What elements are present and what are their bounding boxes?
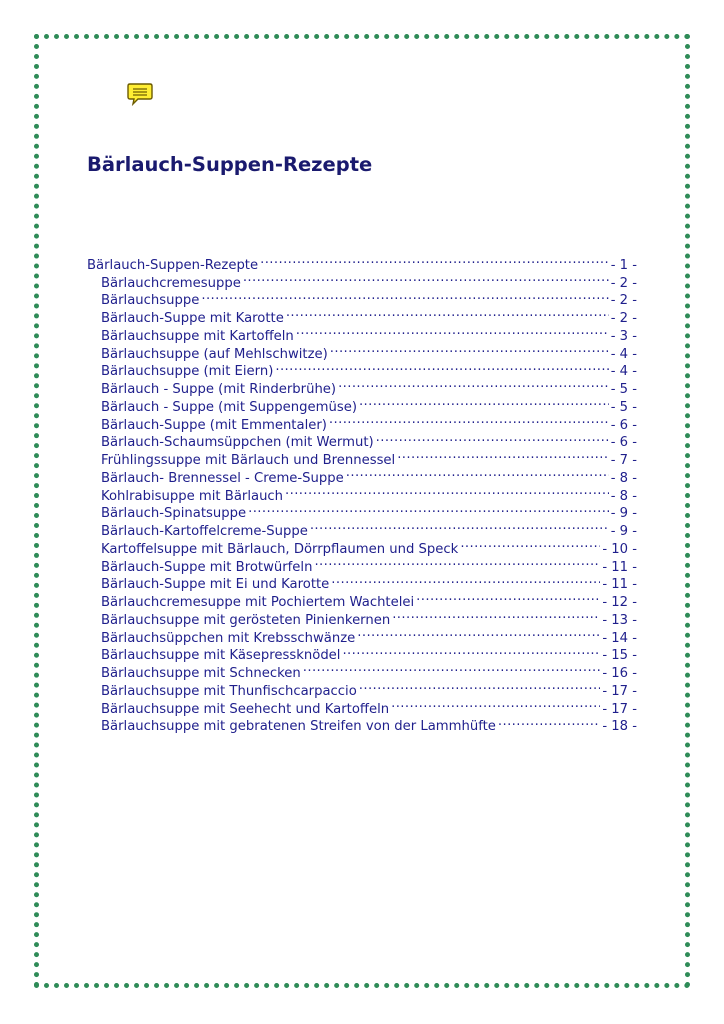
toc-entry-page: - 13 -: [602, 612, 637, 628]
toc-entry-label: Bärlauchsuppe (auf Mehlschwitze): [101, 346, 328, 362]
toc-entry-label: Bärlauch-Kartoffelcreme-Suppe: [101, 524, 308, 539]
toc-entry-label: Bärlauch-Suppe mit Ei und Karotte: [101, 577, 330, 593]
toc-entry-page: - 3 -: [610, 328, 637, 344]
toc-entry-page: - 6 -: [610, 435, 637, 451]
toc-leader-dots: [359, 393, 609, 411]
toc-entry-label: Frühlingssuppe mit Bärlauch und Brennessel: [101, 453, 396, 468]
toc-entry-label: Bärlauch-Suppe (mit Emmentaler): [101, 417, 327, 433]
toc-entry-label: Bärlauchcremesuppe mit Pochiertem Wachtelei: [101, 595, 415, 610]
toc-entry-label: Bärlauch-Suppen-Rezepte: [87, 257, 259, 273]
toc-leader-dots: [314, 553, 600, 571]
toc-entry-label: Bärlauchsuppe mit Kartoffeln: [101, 328, 294, 344]
toc-leader-dots: [397, 446, 608, 464]
toc-leader-dots: [286, 304, 609, 322]
toc-leader-dots: [338, 375, 609, 393]
toc-leader-dots: [285, 482, 609, 500]
toc-entry-page: - 18 -: [602, 719, 637, 735]
toc-leader-dots: [359, 677, 601, 695]
toc-leader-dots: [243, 269, 609, 287]
toc-entry-label: Bärlauch - Suppe (mit Suppengemüse): [101, 399, 357, 415]
toc-entry[interactable]: [87, 251, 637, 273]
toc-entry-page: - 2 -: [610, 293, 637, 309]
toc-entry-page: - 8 -: [610, 488, 637, 504]
toc-leader-dots: [330, 340, 609, 358]
toc-leader-dots: [357, 624, 600, 642]
toc-entry-page: - 15 -: [602, 648, 637, 664]
toc-entry-label: Bärlauchsuppe (mit Eiern): [101, 364, 274, 380]
toc-leader-dots: [346, 464, 609, 482]
toc-entry-page: - 9 -: [610, 524, 637, 539]
toc-leader-dots: [342, 642, 600, 660]
toc-entry-page: - 5 -: [610, 399, 637, 415]
toc-entry-page: - 12 -: [602, 595, 637, 610]
toc-entry-label: Kartoffelsuppe mit Bärlauch, Dörrpflaumen und Speck: [101, 541, 459, 557]
toc-entry-page: - 17 -: [602, 683, 637, 699]
toc-entry-label: Bärlauch- Brennessel - Creme-Suppe: [101, 470, 344, 486]
toc-entry-page: - 9 -: [610, 506, 637, 522]
toc-entry-label: Bärlauchsuppe: [101, 293, 200, 309]
toc-entry-label: Bärlauchsuppe mit Käsepressknödel: [101, 648, 341, 664]
toc-entry-label: Bärlauchsuppe mit Thunfischcarpaccio: [101, 683, 357, 699]
toc-leader-dots: [248, 500, 609, 518]
toc-entry-page: - 16 -: [602, 666, 637, 681]
toc-entry-page: - 2 -: [610, 311, 637, 326]
toc-entry-page: - 6 -: [610, 417, 637, 433]
toc-leader-dots: [331, 571, 600, 589]
toc-leader-dots: [498, 713, 600, 731]
toc-entry-page: - 14 -: [602, 630, 637, 646]
toc-entry-label: Kohlrabisuppe mit Bärlauch: [101, 488, 284, 504]
toc-leader-dots: [303, 659, 601, 677]
toc-entry-label: Bärlauchcremesuppe: [101, 275, 241, 291]
toc-entry-page: - 4 -: [610, 346, 637, 362]
toc-entry-page: - 17 -: [602, 701, 637, 717]
toc-entry-page: - 8 -: [610, 470, 637, 486]
toc-entry-page: - 5 -: [610, 382, 637, 397]
toc-entry-label: Bärlauch - Suppe (mit Rinderbrühe): [101, 382, 337, 397]
toc-leader-dots: [460, 535, 600, 553]
toc-entry-label: Bärlauchsuppe mit gebratenen Streifen von der Lammhüfte: [101, 719, 496, 735]
toc-leader-dots: [391, 695, 600, 713]
toc-entry-page: - 1 -: [610, 257, 637, 273]
toc-entry-page: - 10 -: [602, 541, 637, 557]
toc-entry-label: Bärlauchsuppe mit Seehecht und Kartoffeln: [101, 701, 390, 717]
page-title: Bärlauch-Suppen-Rezepte: [87, 153, 373, 176]
table-of-contents: [87, 251, 637, 735]
toc-entry-page: - 11 -: [602, 577, 637, 593]
toc-entry-label: Bärlauch-Suppe mit Brotwürfeln: [101, 559, 313, 575]
toc-entry-label: Bärlauch-Schaumsüppchen (mit Wermut): [101, 435, 374, 451]
toc-entry-page: - 2 -: [610, 275, 637, 291]
toc-leader-dots: [416, 588, 600, 606]
toc-leader-dots: [392, 606, 600, 624]
toc-entry-label: Bärlauch-Suppe mit Karotte: [101, 311, 284, 326]
toc-leader-dots: [296, 322, 609, 340]
toc-leader-dots: [310, 517, 609, 535]
toc-leader-dots: [275, 358, 608, 376]
toc-entry-label: Bärlauchsüppchen mit Krebsschwänze: [101, 630, 356, 646]
toc-entry-label: Bärlauch-Spinatsuppe: [101, 506, 247, 522]
toc-entry-page: - 4 -: [610, 364, 637, 380]
toc-entry-page: - 11 -: [602, 559, 637, 575]
toc-entry-label: Bärlauchsuppe mit Schnecken: [101, 666, 301, 681]
toc-leader-dots: [376, 429, 609, 447]
comment-icon[interactable]: [127, 82, 153, 106]
toc-entry-label: Bärlauchsuppe mit gerösteten Pinienkernen: [101, 612, 391, 628]
toc-leader-dots: [201, 287, 608, 305]
toc-leader-dots: [260, 251, 609, 269]
toc-entry-page: - 7 -: [610, 453, 637, 468]
toc-leader-dots: [329, 411, 609, 429]
